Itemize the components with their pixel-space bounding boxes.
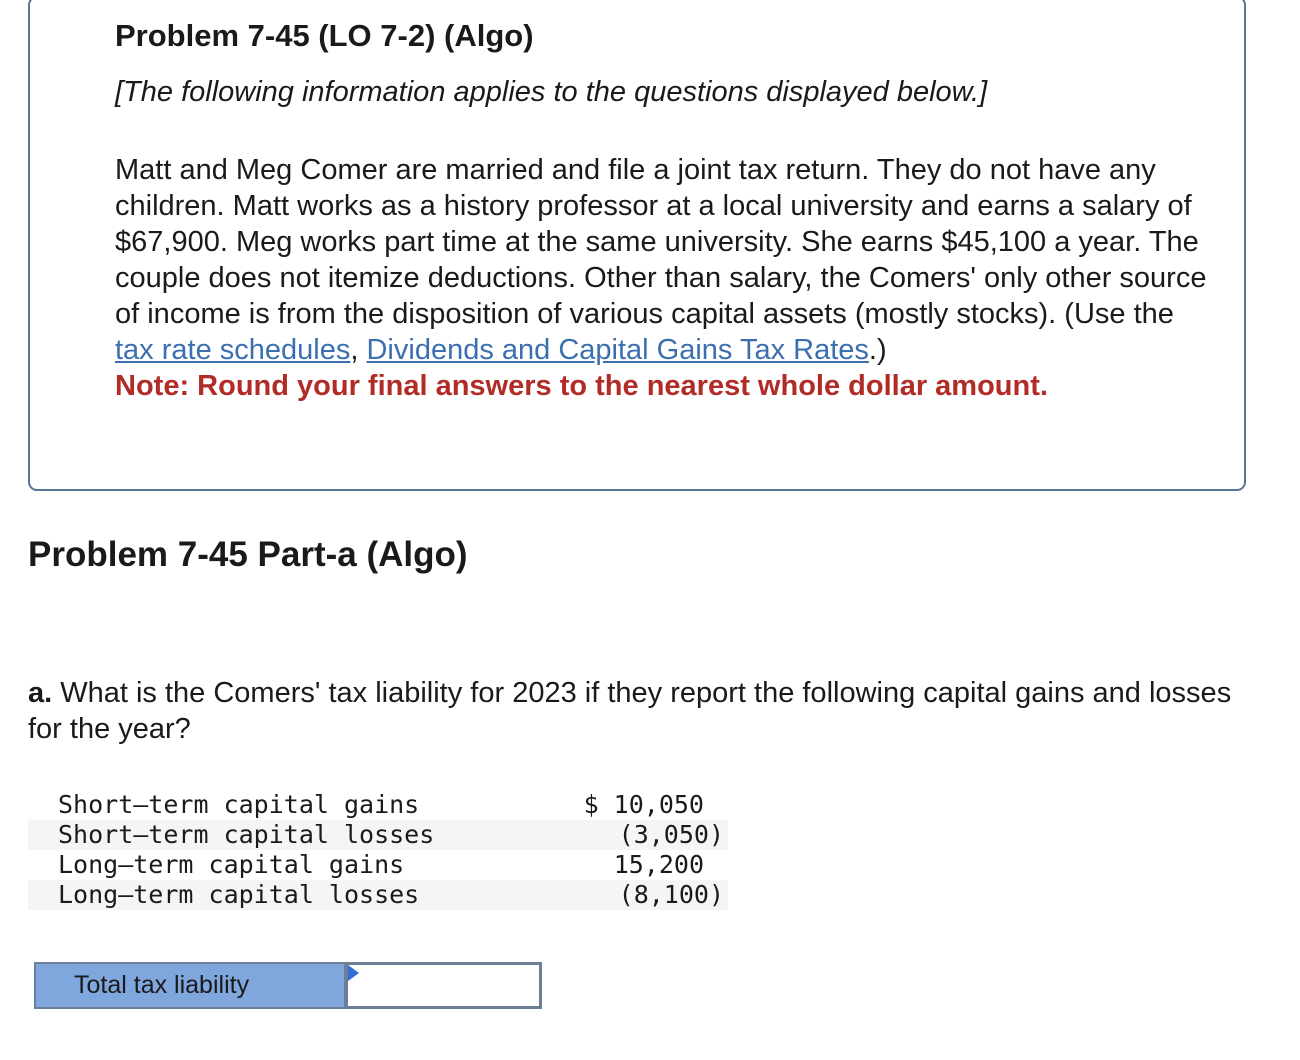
question-body: What is the Comers' tax liability for 2023 if they report the following capital gains and losses for the year? bbox=[28, 677, 1232, 745]
table-row bbox=[28, 880, 728, 910]
link-separator: , bbox=[350, 334, 367, 366]
info-subtitle: [The following information applies to the questions displayed below.] bbox=[115, 76, 988, 108]
answer-input-wrapper bbox=[346, 962, 542, 1009]
part-title: Problem 7-45 Part-a (Algo) bbox=[28, 535, 468, 574]
question-prefix: a. bbox=[28, 677, 53, 709]
row-label: Short–term capital gains bbox=[58, 790, 420, 819]
answer-row bbox=[34, 962, 542, 1009]
row-value: 15,200 bbox=[613, 850, 704, 879]
capital-gains-table bbox=[28, 790, 728, 910]
table-row bbox=[28, 820, 728, 850]
rounding-note: Note: Round your final answers to the nearest whole dollar amount. bbox=[115, 370, 1048, 402]
row-value: $ 10,050 bbox=[583, 790, 704, 819]
row-label: Long–term capital gains bbox=[58, 850, 405, 879]
tax-rate-schedules-link[interactable]: tax rate schedules bbox=[115, 334, 351, 366]
row-value: (8,100) bbox=[504, 880, 728, 910]
flag-icon bbox=[348, 965, 359, 981]
total-tax-liability-label: Total tax liability bbox=[34, 962, 346, 1009]
dividends-capital-gains-link[interactable]: Dividends and Capital Gains Tax Rates bbox=[366, 334, 869, 366]
table-row bbox=[28, 790, 728, 820]
description-text: Matt and Meg Comer are married and file a joint tax return. They do not have any children. Matt works as a history professor at a local university and earns a salary of $67,900. Meg works part time at the same university. She earns $45,100 a year. The couple does not itemize deductions. Other than salary, the Comers' only other source of income is from the disposition of various capital assets (mostly stocks). (Use the bbox=[115, 154, 1207, 330]
problem-description bbox=[115, 152, 1215, 404]
row-label: Short–term capital losses bbox=[28, 820, 504, 850]
row-label: Long–term capital losses bbox=[28, 880, 504, 910]
problem-title: Problem 7-45 (LO 7-2) (Algo) bbox=[115, 18, 534, 53]
row-value: (3,050) bbox=[504, 820, 728, 850]
total-tax-liability-input[interactable] bbox=[348, 965, 539, 1006]
description-end: .) bbox=[868, 334, 887, 366]
table-row bbox=[28, 850, 728, 880]
question-text bbox=[28, 675, 1268, 747]
